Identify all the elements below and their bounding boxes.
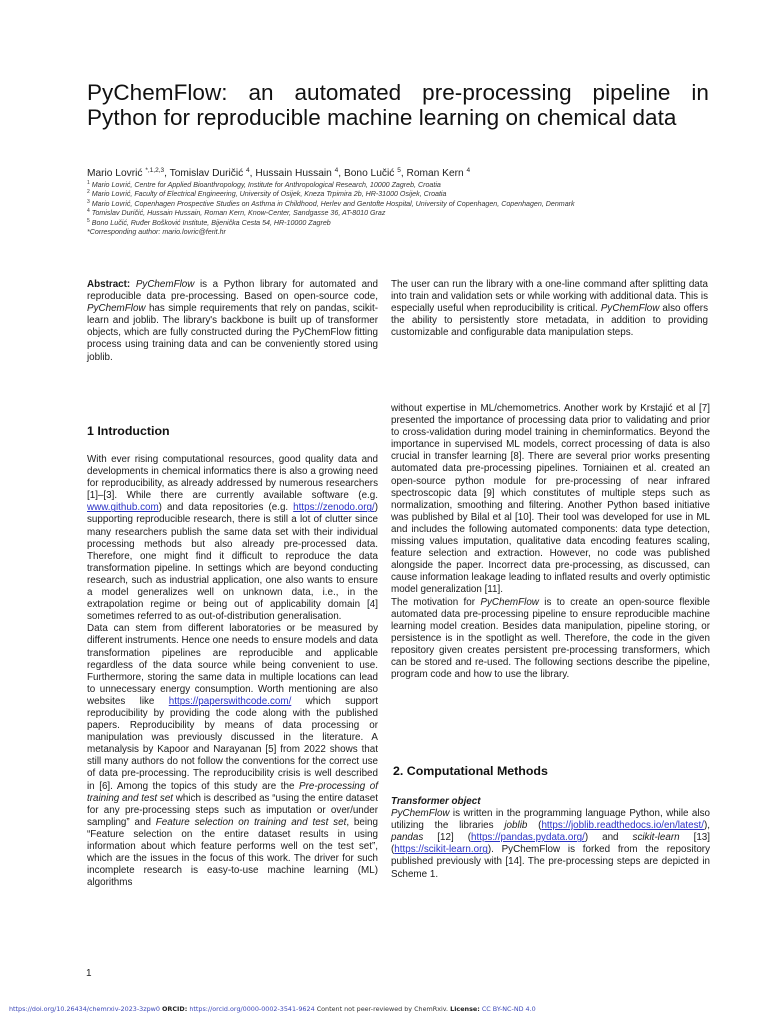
author-list: Mario Lovrić $^{*,1,2,3}$, Tomislav Duričić $^4$, Hussain Hussain $^4$, Bono Lučić $^5$, Roman Kern $^4$ (87, 167, 471, 179)
abstract-label: Abstract: (87, 279, 131, 290)
abstract-left (87, 279, 378, 364)
library-name: scikit-learn (632, 832, 680, 844)
library-name: PyChemFlow (87, 303, 146, 315)
body-text: ). PyChemFlow is forked from the repository published previously with [14]. The pre-processing steps are depicted in Scheme 1. (391, 844, 710, 880)
affiliation-number: 2 (87, 189, 90, 196)
library-name: PyChemFlow (391, 808, 450, 820)
affiliation-number: 5 (87, 217, 90, 224)
body-text: is to create an open-source flexible automated data pre-processing pipeline to ensure reproducible machine learning model creation. Besides data manipulation, pipeline storing, or persistence is in the spotlight as well. Therefore, the code in the given repository given creates persistent pre-processing transformers, which can be stored and re-used. The following sections describe the pipeline, program code and how to use the library. (391, 596, 710, 681)
affiliation (87, 190, 707, 199)
body-text: which is described as “using the entire dataset for any pre-processing steps such as imputation or over/under sampling” and (87, 792, 378, 828)
author-name: Tomislav Duričić (169, 168, 244, 179)
orcid-label: ORCID: (162, 1005, 188, 1013)
body-text: ) supporting reproducible research, there is still a lot of clutter since many researchers publish the same data set with their individual processing methods but also already pre-processed data. Therefore, one might find it difficult to reproduce the data transformation pipeline. In settings which are beyond conducting research, such as industrial application, one also wants to ensure a model generalizes well on unknown data, i.e., in the extrapolation regime or being out of applicability domain [4] sometimes referred to as out-of-distribution generalisation. (87, 502, 378, 623)
joblib-link[interactable]: https://joblib.readthedocs.io/en/latest/ (541, 820, 704, 832)
introduction-right-column (391, 403, 710, 681)
methods-column (391, 796, 710, 881)
affiliation (87, 209, 707, 218)
body-text: which support reproducibility by providing the code along with the published papers. Reproducibility by means of data processing or manipulation was previously discussed in the literature. A metanalysis by Kapoor and Narayanan [5] from 2022 shows that still many authors do not follow the conventions for the correct use of data pre-processing. The reproducibility crisis is well described in [6]. Among the topics of this study are the (87, 695, 378, 792)
affiliation-text: Mario Lovrić, Faculty of Electrical Engineering, University of Osijek, Kneza Trpimira 2b, HR-31000 Osijek, Croatia (91, 190, 447, 199)
library-name: PyChemFlow (480, 596, 539, 608)
pandas-link[interactable]: https://pandas.pydata.org/ (471, 832, 585, 844)
abstract-text: also offers the ability to persistently store metadata, in addition to providing customizable and configurable data manipulation steps. (391, 303, 708, 339)
affiliation-number: 4 (87, 208, 90, 215)
body-paragraph (391, 597, 710, 682)
author-name: Bono Lučić (343, 168, 395, 179)
scikit-learn-link[interactable]: https://scikit-learn.org (394, 844, 488, 856)
emphasis-text: Feature selection on training and test set (155, 816, 347, 828)
body-text: [13] ( (391, 832, 710, 856)
author-marks: 5 (397, 167, 401, 174)
body-paragraph (87, 454, 378, 623)
affiliation-text: Mario Lovrić, Centre for Applied Bioanthropology, Institute for Anthropological Research, 10000 Zagreb, Croatia (91, 181, 441, 189)
subsection-heading: Transformer object (391, 796, 481, 807)
body-paragraph: without expertise in ML/chemometrics. Another work by Krstajić et al [7] presented the importance of processing data prior to validating and prior to cross-validation during model training in cheminformatics. Beyond the importance in supervised ML models, correct processing of data is also crucial in transfer learning [8]. There are several prior works presenting automated data pre-processing pipelines. Torniainen et al. created an open-source python module for pre-processing of near infrared spectroscopic data [9] which constitutes of multiple steps such as normalization, smoothing and filtering. Another Python based initiative was published by Bilal et al [10]. Their tool was developed for use in ML and includes the following automated components: data type detection, missing values imputation, qualitative data encoding features scaling, feature selection and extraction. However, no code was published alongside the paper. Incorrect data pre-processing, as discussed, can cause information leakage leading to inflated results and overly optimistic model generalization [11]. (391, 403, 710, 596)
author-name: Roman Kern (406, 168, 464, 179)
abstract-text: is a Python library for automated and reproducible data pre-processing. Based on open-source code, (87, 279, 378, 303)
chemrxiv-footer (9, 1005, 536, 1013)
affiliation (87, 181, 707, 190)
abstract-paragraph (391, 279, 708, 339)
github-link[interactable]: www.github.com (87, 502, 159, 514)
peer-review-note: Content not peer-reviewed by ChemRxiv. (316, 1005, 449, 1013)
body-paragraph: PyChemFlow is written in the programming language Python, while also utilizing the libraries joblib (https://joblib.readthedocs.io/en/latest/), pandas [12] (https://pandas.pydata.org/) and scikit-learn [13] (https://scikit-learn.org). PyChemFlow is forked from the repository published previously with [14]. The pre-processing steps are depicted in Scheme 1. (391, 808, 710, 880)
affiliation-list (87, 181, 707, 237)
body-text: Data can stem from different laboratories or be measured by different instruments. Hence one needs to ensure models and data transformation pipelines are reproducible and applicable regardless of the data source while being convenient to use. Furthermore, storing the same data in multiple locations can lead to unnecessary energy consumption. Worth mentioning are also websites like (87, 623, 378, 707)
affiliation-number: 1 (87, 180, 90, 186)
abstract-right (391, 279, 708, 339)
body-text: , being “Feature selection on the entire dataset results in using information about which feature performs well on the test set”, which are the issues in the focus of this work. The driver for such incomplete research is easy-to-use machine learning (ML) algorithms (87, 816, 378, 889)
body-text: [12] ( (423, 832, 471, 844)
abstract-text: The user can run the library with a one-line command after splitting data into train and validation sets or while working with additional data. This is especially useful when reproducibility is critical. (391, 279, 708, 315)
body-text: The motivation for (391, 596, 481, 608)
body-text: With ever rising computational resources, good quality data and developments in chemical informatics there is also a growing need for reproducibility, as already addressed by numerous researchers [1]–[3]. While there are currently available software (e.g. (87, 454, 378, 502)
author-marks: 4 (246, 167, 250, 174)
zenodo-link[interactable]: https://zenodo.org/ (293, 502, 375, 514)
paperswithcode-link[interactable]: https://paperswithcode.com/ (168, 695, 292, 707)
library-name: joblib (504, 820, 528, 832)
body-text: ), (703, 820, 710, 832)
affiliation-text: Bono Lučić, Ruđer Bošković Institute, Bijenička Cesta 54, HR-10000 Zagreb (91, 218, 331, 227)
section-heading-methods: 2. Computational Methods (393, 764, 548, 778)
license-label: License: (450, 1005, 480, 1013)
body-paragraph (87, 623, 378, 889)
affiliation (87, 200, 707, 209)
affiliation (87, 219, 707, 228)
author-marks: 4 (334, 167, 339, 174)
doi-link[interactable]: https://doi.org/10.26434/chemrxiv-2023-3zpw0 (9, 1005, 160, 1013)
author-marks: 4 (466, 167, 471, 174)
license-link[interactable]: CC BY-NC-ND 4.0 (481, 1005, 536, 1013)
page-number: 1 (86, 968, 92, 979)
emphasis-text: Pre-processing of training and test set (87, 780, 378, 804)
orcid-link[interactable]: https://orcid.org/0000-0002-3541-9624 (189, 1005, 315, 1013)
author-name: Hussain Hussain (255, 168, 332, 179)
section-heading-introduction: 1 Introduction (87, 424, 170, 438)
affiliation-text: Mario Lovrić, Copenhagen Prospective Studies on Asthma in Childhood, Herlev and Gentofte Hospital, University of Copenhagen, Copenhagen, Denmark (91, 199, 575, 208)
author-marks: *,1,2,3 (145, 167, 165, 174)
corresponding-author: *Corresponding author: mario.lovric@ferit.hr (87, 228, 226, 237)
abstract-text: has simple requirements that rely on pandas, scikit-learn and joblib. The library's backbone is built up of transformer objects, which are fully constructed during the PyChemFlow fitting process using training data and can be conveniently stored using joblib. (87, 303, 378, 363)
paper-title: PyChemFlow: an automated pre-processing pipeline in Python for reproducible machine learning on chemical data (87, 80, 709, 130)
introduction-left-column (87, 454, 378, 889)
body-text: is written in the programming language Python, while also utilizing the libraries (391, 808, 710, 832)
abstract-paragraph (87, 279, 378, 364)
body-text: ) and (584, 832, 633, 844)
affiliation-number: 3 (87, 198, 90, 205)
library-name: pandas (391, 832, 424, 844)
library-name: PyChemFlow (135, 279, 195, 290)
library-name: PyChemFlow (600, 303, 660, 315)
affiliation-text: Tomislav Duričić, Hussain Hussain, Roman Kern, Know-Center, Sandgasse 36, AT-8010 Graz (91, 209, 386, 218)
author-name: Mario Lovrić (87, 168, 143, 179)
body-text: ) and data repositories (e.g. (158, 502, 294, 514)
